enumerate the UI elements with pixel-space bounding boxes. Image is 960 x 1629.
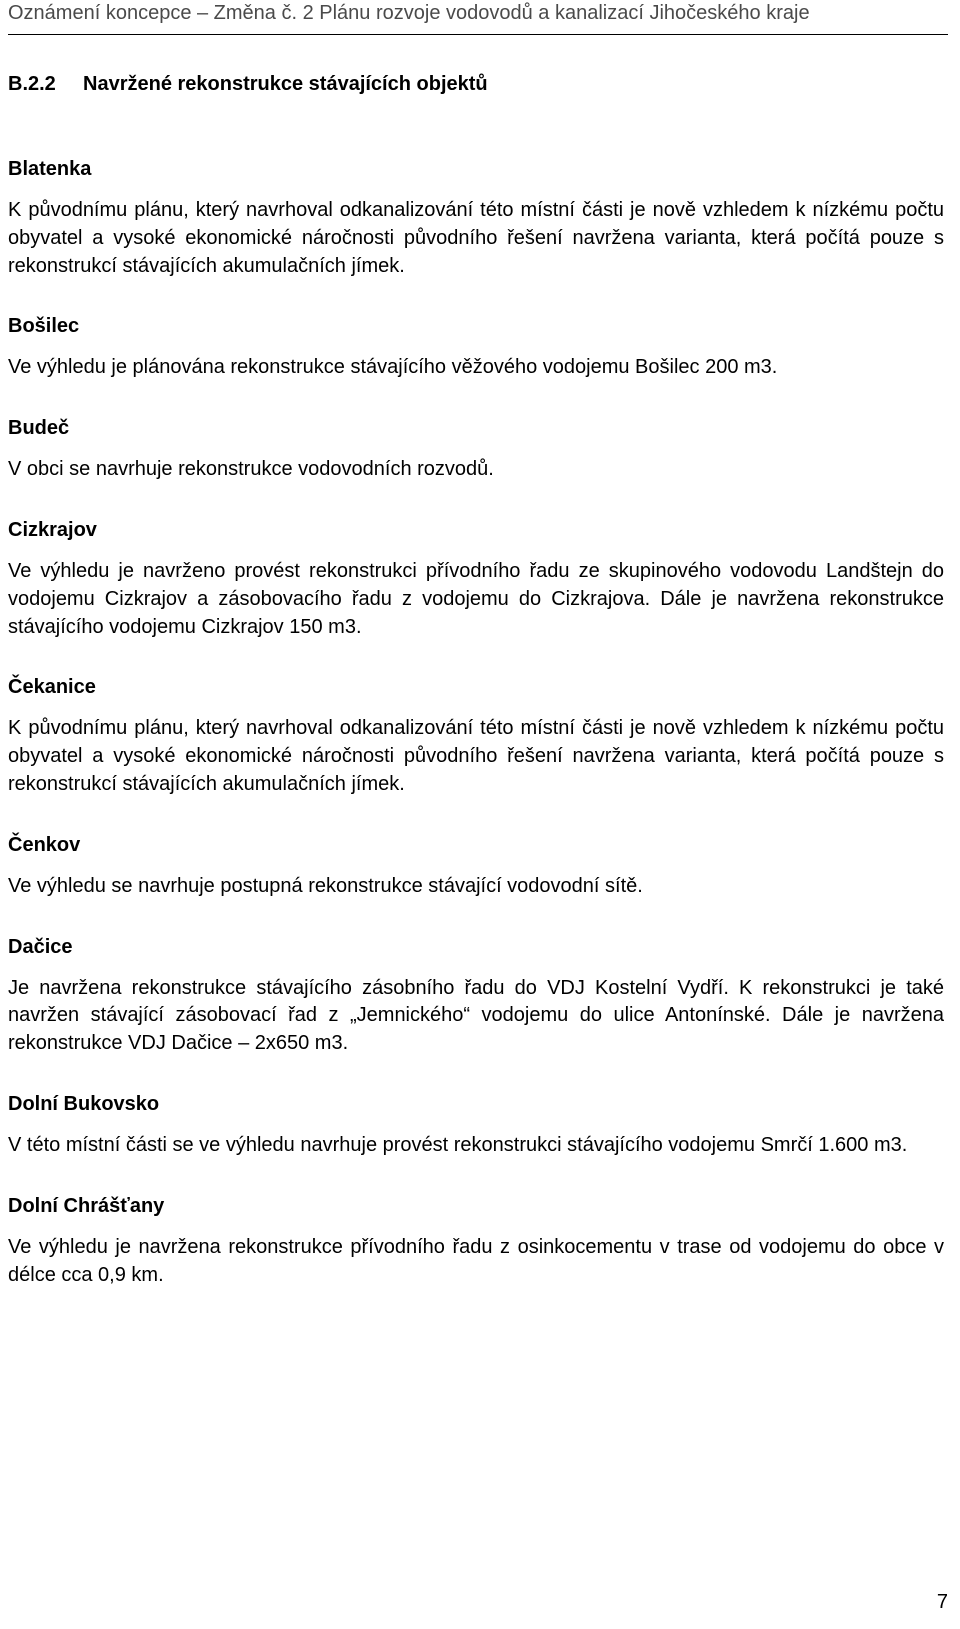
page-number: 7 <box>936 1591 948 1613</box>
entry-blatenka <box>8 156 944 280</box>
entry-cizkrajov <box>8 517 944 641</box>
section-title: Navržené rekonstrukce stávajících objektů <box>83 73 488 95</box>
entry-title: Budeč <box>8 417 70 440</box>
entry-text: V této místní části se ve výhledu navrhuje provést rekonstrukci stávajícího vodojemu Smrčí 1.600 m3. <box>8 1133 908 1156</box>
entry-text: Ve výhledu je navrženo provést rekonstrukci přívodního řadu ze skupinového vodovodu Landštejn do vodojemu Cizkrajov a zásobovacího řadu z vodojemu do Cizkrajova. Dále je navržena rekonstrukce stávajícího vodojemu Cizkrajov 150 m3. <box>8 559 944 638</box>
entry-title: Čenkov <box>8 833 81 856</box>
entry-dolni-chrastany <box>8 1193 944 1290</box>
entry-title: Dačice <box>8 935 73 958</box>
running-header <box>8 0 948 35</box>
entry-title: Čekanice <box>8 676 96 699</box>
entry-text: Ve výhledu se navrhuje postupná rekonstrukce stávající vodovodní sítě. <box>8 874 643 897</box>
entry-title: Cizkrajov <box>8 518 97 541</box>
entry-title: Dolní Bukovsko <box>8 1092 160 1115</box>
entry-title: Bošilec <box>8 315 80 338</box>
entry-title: Blatenka <box>8 158 92 180</box>
entry-cekanice <box>8 674 944 798</box>
entry-text: K původnímu plánu, který navrhoval odkanalizování této místní části je nově vzhledem k nízkému počtu obyvatel a vysoké ekonomické náročnosti původního řešení navržena varianta, která počítá pouze s rekonstrukcí stávajících akumulačních jímek. <box>8 199 944 277</box>
entry-text: K původnímu plánu, který navrhoval odkanalizování této místní části je nově vzhledem k nízkému počtu obyvatel a vysoké ekonomické náročnosti původního řešení navržena varianta, která počítá pouze s rekonstrukcí stávajících akumulačních jímek. <box>8 717 944 795</box>
content <box>8 156 944 1322</box>
entry-text: V obci se navrhuje rekonstrukce vodovodních rozvodů. <box>8 458 494 481</box>
running-header-title: Oznámení koncepce – Změna č. 2 Plánu rozvoje vodovodů a kanalizací Jihočeského kraje <box>8 2 810 24</box>
entry-dolni-bukovsko <box>8 1091 944 1160</box>
entry-dacice <box>8 934 944 1058</box>
section-number: B.2.2 <box>8 73 56 95</box>
section-heading <box>8 71 488 97</box>
entry-text: Ve výhledu je plánována rekonstrukce stávajícího věžového vodojemu Bošilec 200 m3. <box>8 356 778 379</box>
entry-cenkov <box>8 832 944 901</box>
entry-bosilec <box>8 313 944 382</box>
entry-text: Ve výhledu je navržena rekonstrukce přívodního řadu z osinkocementu v trase od vodojemu do obce v délce cca 0,9 km. <box>8 1235 944 1286</box>
entry-text: Je navržena rekonstrukce stávajícího zásobního řadu do VDJ Kostelní Vydří. K rekonstrukci je také navržen stávající zásobovací řad z „Jemnického“ vodojemu do ulice Antonínské. Dále je navržena rekonstrukce VDJ Dačice – 2x650 m3. <box>8 976 944 1055</box>
entry-title: Dolní Chrášťany <box>8 1194 165 1217</box>
entry-budec <box>8 415 944 484</box>
